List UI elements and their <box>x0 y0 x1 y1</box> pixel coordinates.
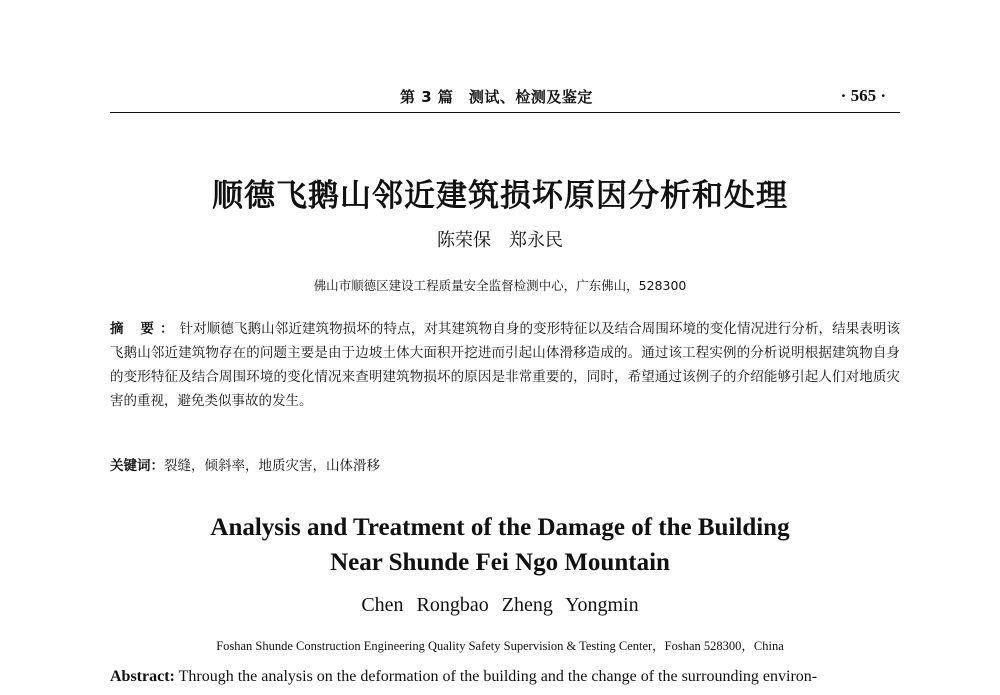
english-title <box>0 510 1000 580</box>
chinese-abstract-label: 摘 要： <box>110 321 180 337</box>
chinese-affiliation: 佛山市顺德区建设工程质量安全监督检测中心，广东佛山，528300 <box>313 278 687 293</box>
running-header <box>110 84 900 113</box>
chinese-keywords-label: 关键词： <box>110 458 164 474</box>
english-title-line-1: Analysis and Treatment of the Damage of the Building <box>210 514 790 541</box>
english-title-line-2: Near Shunde Fei Ngo Mountain <box>330 549 670 576</box>
english-affiliation: Foshan Shunde Construction Engineering Quality Safety Supervision & Testing Center，Foshan 528300，China <box>216 639 784 653</box>
chinese-abstract <box>110 317 900 413</box>
chinese-authors: 陈荣保 郑永民 <box>437 230 563 251</box>
chinese-title: 顺德飞鹅山邻近建筑损坏原因分析和处理 <box>212 178 788 214</box>
chinese-keywords <box>110 454 900 478</box>
chinese-abstract-text: 针对顺德飞鹅山邻近建筑物损坏的特点，对其建筑物自身的变形特征以及结合周围环境的变化情况进行分析，结果表明该飞鹅山邻近建筑物存在的问题主要是由于边坡土体大面积开挖进而引起山体滑移造成的。通过该工程实例的分析说明根据建筑物自身的变形特征及结合周围环境的变化情况来查明建筑物损坏的原因是非常重要的，同时，希望通过该例子的介绍能够引起人们对地质灾害的重视，避免类似事故的发生。 <box>110 321 901 409</box>
english-authors: Chen Rongbao Zheng Yongmin <box>361 594 639 616</box>
english-abstract-label: Abstract: <box>110 668 175 685</box>
chinese-keywords-text: 裂缝，倾斜率，地质灾害，山体滑移 <box>164 458 380 474</box>
english-abstract-text: Through the analysis on the deformation of the building and the change of the surrounding environ- <box>178 668 818 685</box>
page-number: · 565 · <box>840 86 886 105</box>
english-abstract <box>110 668 910 686</box>
section-title: 第 3 篇 测试、检测及鉴定 <box>400 88 593 106</box>
